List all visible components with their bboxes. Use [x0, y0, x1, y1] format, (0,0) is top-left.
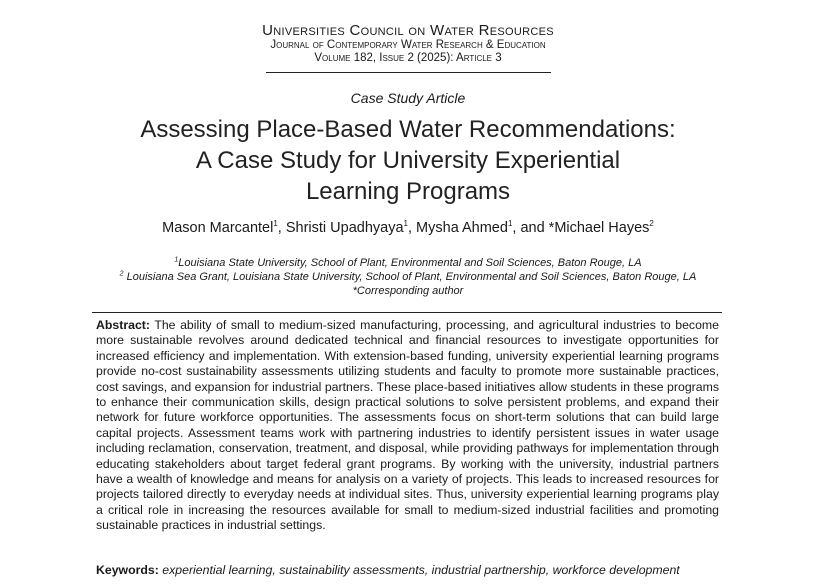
- author-affil-mark: 1: [507, 219, 513, 229]
- title-line: A Case Study for University Experiential: [195, 147, 621, 174]
- article-type: Case Study Article: [350, 90, 466, 106]
- keywords: [96, 563, 719, 577]
- title-line: Learning Programs: [305, 178, 511, 205]
- author-affil-mark: 2: [649, 219, 654, 229]
- journal-header: [0, 22, 816, 65]
- abstract-label: Abstract:: [96, 318, 150, 332]
- affiliation-line: [0, 270, 816, 284]
- author-separator: ,: [407, 220, 417, 236]
- affiliation-line: [0, 256, 816, 270]
- journal-name: Journal of Contemporary Water Research & Education: [270, 39, 546, 51]
- author-name: Mysha Ahmed: [416, 220, 508, 236]
- author-name: *Michael Hayes: [548, 220, 650, 236]
- abstract: [96, 318, 719, 534]
- council-name: Universities Council on Water Resources: [262, 22, 554, 39]
- affil-mark: 2: [119, 270, 124, 278]
- corresponding-note: *Corresponding author: [352, 285, 464, 297]
- abstract-divider: [92, 312, 722, 313]
- affil-text: Louisiana State University, School of Plant, Environmental and Soil Sciences, Baton Rouge, LA: [178, 257, 642, 269]
- volume-issue: Volume 182, Issue 2 (2025): Article 3: [314, 52, 502, 64]
- affiliations: [0, 256, 816, 298]
- author-affil-mark: 1: [273, 219, 278, 229]
- article-title: [0, 114, 816, 207]
- header-divider: [266, 72, 551, 73]
- author-separator: , and: [512, 220, 549, 236]
- keywords-label: Keywords:: [96, 563, 159, 577]
- affil-mark: 1: [174, 256, 179, 264]
- author-name: Shristi Upadhyaya: [285, 220, 404, 236]
- keywords-list: experiential learning, sustainability assessments, industrial partnership, workforce development: [162, 563, 680, 577]
- author-list: [0, 220, 816, 236]
- author-separator: ,: [277, 220, 286, 236]
- author-affil-mark: 1: [403, 219, 408, 229]
- affil-text: Louisiana Sea Grant, Louisiana State University, School of Plant, Environmental and Soil Sciences, Baton Rouge, LA: [123, 271, 697, 283]
- title-line: Assessing Place-Based Water Recommendations:: [140, 116, 676, 143]
- author-name: Mason Marcantel: [162, 220, 274, 236]
- abstract-text: The ability of small to medium-sized manufacturing, processing, and agricultural industries to become more sustainable revolves around dedicated technical and financial resources to investigate opportunities for increased efficiency and implementation. With extension-based funding, university experiential learning programs provide no-cost sustainability assessments utilizing students and faculty to promote more sustainable practices, cost savings, and expansion for industrial partners. These place-based initiatives allow students in these programs to enhance their communication skills, design practical solutions to solve persistent problems, and expand their network for future workforce opportunities. The assessments focus on short-term solutions that can build large capital projects. Assessment teams work with partnering industries to identify persistent issues in water usage including reclamation, conservation, treatment, and disposal, while providing pathways for implementation through educating stakeholders about target federal grant programs. By working with the university, industrial partners have a wealth of knowledge and means for analysis on a variety of projects. This leads to increased resources for projects tailored directly to everyday needs at individual sites. Thus, university experiential learning programs play a critical role in increasing the resources available for small to medium-sized industrial facilities and promoting sustainable practices in industrial settings.: [96, 318, 719, 533]
